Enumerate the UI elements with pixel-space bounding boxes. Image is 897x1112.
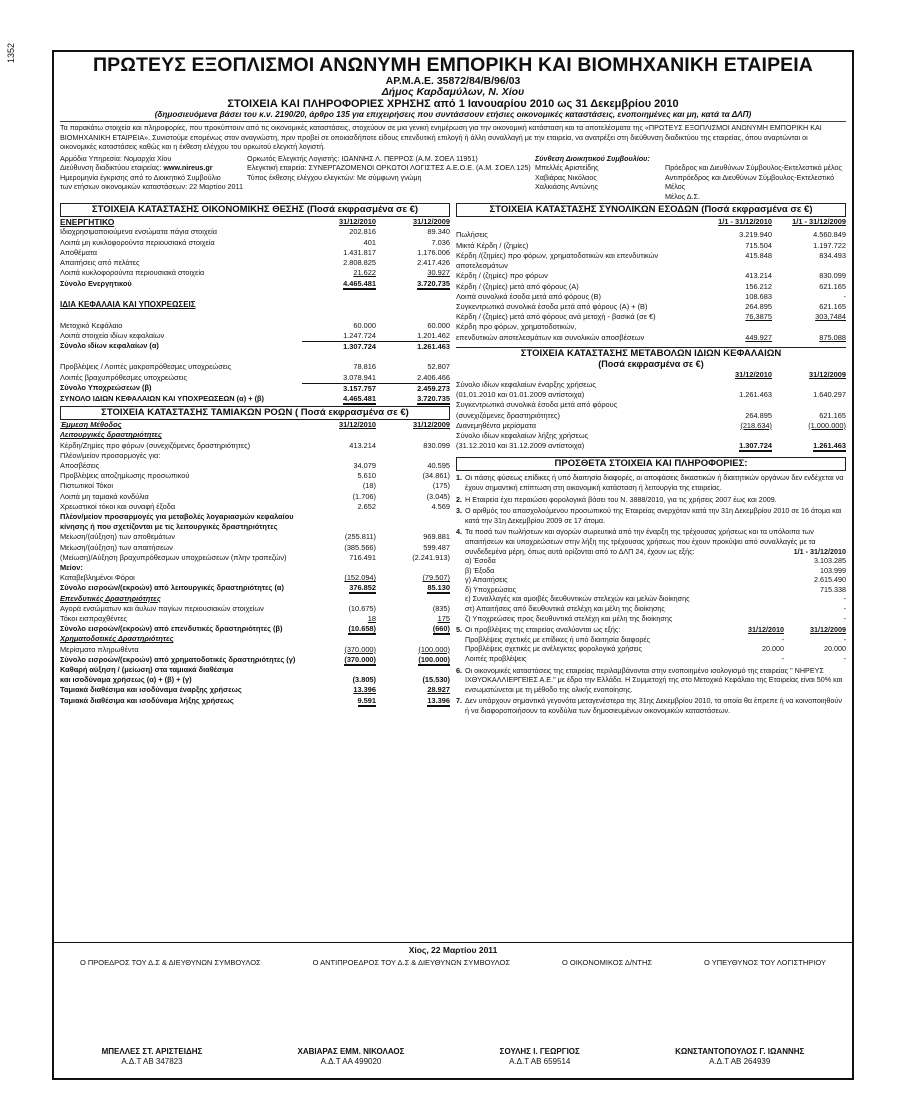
signatory-role: Ο ΥΠΕΥΘΥΝΟΣ ΤΟΥ ΛΟΓΙΣΤΗΡΙΟΥ xyxy=(703,957,826,967)
board-member-name: Χαλκιάσης Αντώνης xyxy=(535,182,599,192)
document-title: ΣΤΟΙΧΕΙΑ ΚΑΙ ΠΛΗΡΟΦΟΡΙΕΣ ΧΡΗΣΗΣ από 1 Ιανουαρίου 2010 ως 31 Δεκεμβρίου 2010 xyxy=(227,98,679,110)
list-item: β) Έξοδα 103.999 xyxy=(465,565,846,575)
table-row: Λοιπά στοιχεία ιδίων κεφαλαίων 1.247.724 1.201.462 xyxy=(60,330,450,340)
left-column xyxy=(60,203,450,715)
note-1: 1. Οι πάσης φύσεως επίδικες ή υπό διαιτησία διαφορές, οι αποφάσεις δικαστικών ή διαιτητικών οργάνων δεν ενδέχεται να έχουν σημαντική επίπτωση στη οικονομική κατάσταση ή λειτουργία της εταιρείας. xyxy=(456,473,844,492)
total-liabilities-row: Σύνολο Υποχρεώσεων (β) 3.157.757 2.459.273 xyxy=(60,382,450,393)
note-6: 6. Οι οικονομικές καταστάσεις της εταιρείας περιλαμβάνονται στην ενοποιημένο ισολογισμό της εταιρείας " ΝΗΡΕΥΣ ΙΧΘΥΟΚΑΛΛΙΕΡΓΕΙΕΣ Α.Ε." με έδρα την Ελλάδα. Η Συμμετοχή της στο Μετοχικό Κεφάλαιο της Εταιρείας είναι 50% και ενσωματώνεται με τη μέθοδο της ολικής ενοποίησης. xyxy=(456,665,843,694)
investing-rows xyxy=(60,604,450,624)
registration-number: ΑΡ.Μ.Α.Ε. 35872/84/Β/96/03 xyxy=(385,75,521,87)
table-row: Μικτά Κέρδη / (ζημίες) 715.504 1.197.722 xyxy=(456,240,846,250)
list-item: ε) Συναλλαγές και αμοιβές διευθυντικών στελεχών και μελών διοίκησης - xyxy=(465,594,846,604)
income-title: ΣΤΟΙΧΕΙΑ ΚΑΤΑΣΤΑΣΗΣ ΣΥΝΟΛΙΚΩΝ ΕΣΟΔΩΝ (Ποσά εκφρασμένα σε €) xyxy=(456,203,846,217)
income-header: 1/1 - 31/12/2010 1/1 - 31/12/2009 xyxy=(718,217,846,227)
note-4: 4. Τα ποσά των πωλήσεων και αγορών σωρευτικά από την έναρξη της τρέχουσας χρήσεως και τα υπόλοιπα των απαιτήσεων και υποχρεώσεων στην λήξη της τρέχουσας χρήσεως που έχουν προκύψει από συναλλαγές με τα συνδεδεμένα μέρη, όπως αυτά ορίζονται από το ΔΛΠ 24, έχουν ως εξής: 1/1 - 31/12/2010 α) Έσοδα 3.103.285 β) Έξοδα 103.999 γ) Απαιτήσεις 2.615.490 δ) Υποχρεώσεις 715.338 ε) Συναλλαγές και αμοιβές διευθυντικών στελεχών και μελών διοίκησης - στ) Απαιτήσεις από διευθυντικά στελέχη και μέλη της διοίκησης - ζ) Υποχρεώσεις προς διευθυντικά στελέχη και μέλη της διοίκησης - xyxy=(456,527,846,623)
equity-changes-header: 31/12/2010 31/12/2009 xyxy=(735,369,846,379)
total-assets-row: Σύνολο Ενεργητικού 4.465.481 3.720.735 xyxy=(60,278,450,288)
balance-header: ΕΝΕΡΓΗΤΙΚΟ 31/12/2010 31/12/2009 xyxy=(60,217,450,228)
list-item: Προβλέψεις σχετικές με επίδικες ή υπό διαιτησία διαφορές - - xyxy=(465,634,846,644)
website-link[interactable]: www.nireus.gr xyxy=(163,163,213,173)
equity-close-row: (31.12.2010 και 31.12.2009 αντίστοιχα) 1.307.724 1.261.463 xyxy=(456,441,846,451)
equity-income-row: (συνεχιζόμενες δραστηριότητες) 264.895 621.165 xyxy=(456,410,846,420)
table-row: Μείωση/(αύξηση) των απαιτήσεων (385.566) 599.487 xyxy=(60,542,450,552)
cashflow-header: Έμμεση Μέθοδος 31/12/2010 31/12/2009 xyxy=(60,420,450,430)
operating-total-row: Σύνολο εισροών/(εκροών) από λειτουργικές δραστηριότητες (α) 376.852 85.130 xyxy=(60,583,450,593)
taxes-paid-row: Καταβεβλημένοι Φόροι (152.094) (79.507) xyxy=(60,573,450,583)
signatory-id: Α.Δ.Τ ΑΒ 264939 xyxy=(709,1057,771,1066)
working-capital-heading-2: κίνησης ή που σχετίζονται με τις λειτουργικές δραστηριότητες xyxy=(60,522,278,532)
equity-open-label: Σύνολο ιδίων κεφαλαίων έναρξης χρήσεως xyxy=(456,379,596,389)
board-member-name: Μπελλές Αριστείδης xyxy=(535,163,599,173)
right-column xyxy=(456,203,846,715)
table-row: Αποσβέσεις 34.079 40.595 xyxy=(60,460,450,470)
list-item: δ) Υποχρεώσεις 715.338 xyxy=(465,584,846,594)
place-date: Χίος, 22 Μαρτίου 2011 xyxy=(54,942,852,956)
board-member-role: Μέλος Δ.Σ. xyxy=(665,191,700,201)
table-row: (Μείωση)/Αύξηση βραχυπρόθεσμων υποχρεώσεων (πλην τραπεζών) 716.491 (2.241.913) xyxy=(60,552,450,562)
list-item: Προβλέψεις σχετικές με ανέλεγκτες φορολογικά χρήσεις 20.000 20.000 xyxy=(465,644,846,654)
cashflow-adjustment-rows xyxy=(60,441,450,512)
equity-dividends-row: Διανεμηθέντα μερίσματα (218.634) (1.000.000) xyxy=(456,420,846,430)
table-row: Ιδιοχρησιμοποιούμενα ενσώματα πάγια στοιχεία 202.816 89.340 xyxy=(60,227,450,237)
audit-firm: Ελεγκτική εταιρεία: ΣΥΝΕΡΓΑΖΟΜΕΝΟΙ ΟΡΚΩΤΟΙ ΛΟΓΙΣΤΕΣ Α.Ε.Ο.Ε. (Α.Μ. ΣΟΕΛ 125) xyxy=(247,163,531,173)
financing-heading: Χρηματοδοτικές Δραστηριότητες xyxy=(60,634,174,644)
assets-rows xyxy=(60,227,450,278)
audit-opinion: Τύπος έκθεσης ελέγχου ελεγκτών: Με σύμφωνη γνώμη xyxy=(247,172,422,182)
table-row: Κέρδη /(ζημίες) προ φόρων, χρηματοδοτικών και επενδυτικών αποτελεσμάτων 415.848 834.493 xyxy=(456,250,846,271)
table-row: Συγκεντρωτικά συνολικά έσοδα μετά από φόρους (Α) + (Β) 264.895 621.165 xyxy=(456,301,846,311)
table-row: Προβλέψεις αποζημίωσης προσωπικού 5.610 (34.861) xyxy=(60,471,450,481)
note-3: 3. Ο αριθμός του απασχολούμενου προσωπικού της Εταιρείας ανερχόταν κατά την 31η Δεκεμβρίου 2010 σε 16 άτομα και κατά την 31η Δεκεμβρίου 2009 σε 17 άτομα. xyxy=(456,506,842,525)
table-row: Πιστωτικοί Τόκοι (18) (175) xyxy=(60,481,450,491)
table-row: Λοιπά συνολικά έσοδα μετά από φόρους (Β) 108.683 - xyxy=(456,291,846,301)
income-rows xyxy=(456,230,846,322)
board-member-role: Πρόεδρος και Διευθύνων Σύμβουλος-Εκτελεστικό μέλος xyxy=(665,163,842,173)
table-row: Κέρδη/Ζημίες προ φόρων (συνεχιζόμενες δραστηριότητες) 413.214 830.099 xyxy=(60,440,450,450)
table-row: Μείωση/(αύξηση) των αποθεμάτων (255.811) 969.881 xyxy=(60,532,450,542)
table-row: Αποθέματα 1.431.817 1.176.006 xyxy=(60,247,450,257)
board-member-name: Χαβιάρας Νικόλαος xyxy=(535,172,597,182)
ebitda-heading: Κέρδη προ φόρων, χρηματοδοτικών, xyxy=(456,322,577,332)
equity-income-label: Συγκεντρωτικά συνολικά έσοδα μετά από φόρους xyxy=(456,400,618,410)
signatory-name: ΜΠΕΛΛΕΣ ΣΤ. ΑΡΙΣΤΕΙΔΗΣ xyxy=(101,1047,203,1056)
list-item: Λοιπές προβλέψεις - - xyxy=(465,654,846,664)
note-2: 2. Η Εταιρεία έχει περαιώσει φορολογικά βάσει του Ν. 3888/2010, για τις χρήσεις 2007 έως και 2009. xyxy=(456,494,777,504)
table-row: Χρεωστικοί τόκοι και συναφή έξοδα 2.652 4.569 xyxy=(60,501,450,511)
note-5: 5. Οι προβλέψεις της εταιρείας αναλύονται ως εξής: 31/12/2010 31/12/2009 Προβλέψεις σχετικές με επίδικες ή υπό διαιτησία διαφορές - - Προβλέψεις σχετικές με ανέλεγκτες φορολογικά χρήσεις 20.000 20.000 Λοιπές προβλέψεις - - xyxy=(456,625,846,664)
signatory-role: Ο ΠΡΟΕΔΡΟΣ ΤΟΥ Δ.Σ & ΔΙΕΥΘΥΝΩΝ ΣΥΜΒΟΥΛΟΣ xyxy=(79,957,261,967)
table-row: Λοιπά κυκλοφορούντα περιουσιακά στοιχεία 21.622 30.927 xyxy=(60,268,450,278)
approval-date-2: των ετήσιων οικονομικών καταστάσεων: 22 Μαρτίου 2011 xyxy=(60,182,244,192)
signatory-id: Α.Δ.Τ ΑΑ 499020 xyxy=(320,1057,382,1066)
ebitda-row: επενδυτικών αποτελεσμάτων και συνολικών αποσβέσεων 449.927 875.088 xyxy=(456,332,846,342)
investing-total-row: Σύνολο εισροών/(εκροών) από επενδυτικές δραστηριότητες (β) (10.658) (660) xyxy=(60,624,450,634)
additional-info-title: ΠΡΟΣΘΕΤΑ ΣΤΟΙΧΕΙΑ ΚΑΙ ΠΛΗΡΟΦΟΡΙΕΣ: xyxy=(456,457,846,471)
table-row: Μετοχικό Κεφάλαιο 60.000 60.000 xyxy=(60,320,450,330)
signature-block xyxy=(54,942,852,967)
liabilities-rows xyxy=(60,362,450,382)
working-capital-rows xyxy=(60,532,450,563)
board-title: Σύνθεση Διοικητικού Συμβουλίου: xyxy=(535,153,650,163)
cashflow-title: ΣΤΟΙΧΕΙΑ ΚΑΤΑΣΤΑΣΗΣ ΤΑΜΙΑΚΩΝ ΡΟΩΝ ( Ποσά εκφρασμένα σε €) xyxy=(60,406,450,420)
equity-changes-subtitle: (Ποσά εκφρασμένα σε €) xyxy=(598,358,704,369)
table-row: Λοιπά μη ταμιακά κονδύλια (1.706) (3.045) xyxy=(60,491,450,501)
equity-open-row: (01.01.2010 και 01.01.2009 αντίστοιχα) 1.261.463 1.640.297 xyxy=(456,390,846,400)
operating-heading: Λειτουργικές δραστηριότητες xyxy=(60,430,162,440)
table-row: Απαιτήσεις από πελάτες 2.808.825 2.417.426 xyxy=(60,258,450,268)
signatory-name: ΣΟΥΛΗΣ Ι. ΓΕΩΡΓΙΟΣ xyxy=(499,1047,580,1056)
equity-close-label: Σύνολο ιδίων κεφαλαίων λήξης χρήσεως xyxy=(456,430,589,440)
document-subtitle: (δημοσιευόμενα βάσει του κ.ν. 2190/20, άρθρο 135 για επιχειρήσεις που συντάσσουν ετήσιες οικονομικές καταστάσεις, ενοποιημένες και μη, κατά τα ΔΛΠ) xyxy=(154,110,752,119)
financing-total-row: Σύνολο εισροών/(εκροών) από χρηματοδοτικές δραστηριότητες (γ) (370.000) (100.000) xyxy=(60,654,450,664)
signatory-id: Α.Δ.Τ ΑΒ 659514 xyxy=(509,1057,571,1066)
related-party-rows xyxy=(465,556,846,623)
cash-begin-row: Ταμιακά διαθέσιμα και ισοδύναμα έναρξης χρήσεως 13.396 28.927 xyxy=(60,685,450,695)
signatory-role: Ο ΑΝΤΙΠΡΟΕΔΡΟΣ ΤΟΥ Δ.Σ & ΔΙΕΥΘΥΝΩΝ ΣΥΜΒΟΥΛΟΣ xyxy=(312,957,511,967)
table-row: Πωλήσεις 3.219.940 4.560.849 xyxy=(456,230,846,240)
additional-notes xyxy=(456,473,846,715)
page-number: 1352 xyxy=(6,42,16,63)
signatory-names xyxy=(54,1047,852,1067)
balance-sheet-title: ΣΤΟΙΧΕΙΑ ΚΑΤΑΣΤΑΣΗΣ ΟΙΚΟΝΟΜΙΚΗΣ ΘΕΣΗΣ (Ποσά εκφρασμένα σε €) xyxy=(60,203,450,217)
grand-total-row: ΣΥΝΟΛΟ ΙΔΙΩΝ ΚΕΦΑΛΑΙΩΝ ΚΑΙ ΥΠΟΧΡΕΩΣΕΩΝ (α) + (β) 4.465.481 3.720.735 xyxy=(60,393,450,403)
table-row: Λοιπά μη κυκλοφορούντα περιουσιακά στοιχεία 401 7.036 xyxy=(60,237,450,247)
cash-end-row: Ταμιακά διαθέσιμα και ισοδύναμα λήξης χρήσεως 9.591 13.396 xyxy=(60,695,450,705)
signatory-role: Ο ΟΙΚΟΝΟΜΙΚΟΣ Δ/ΝΤΗΣ xyxy=(561,957,653,967)
list-item: α) Έσοδα 3.103.285 xyxy=(465,556,846,566)
table-row: Κέρδη / (ζημίες) μετά από φόρους (Α) 156.212 621.165 xyxy=(456,281,846,291)
net-change-heading: Καθαρή αύξηση / (μείωση) στα ταμιακά διαθέσιμα xyxy=(60,665,234,674)
table-row: Λοιπές βραχυπρόθεσμες υποχρεώσεις 3.078.941 2.406.466 xyxy=(60,372,450,382)
list-item: στ) Απαιτήσεις από διευθυντικά στελέχη και μέλη της διοίκησης - xyxy=(465,604,846,614)
equity-changes-title: ΣΤΟΙΧΕΙΑ ΚΑΤΑΣΤΑΣΗΣ ΜΕΤΑΒΟΛΩΝ ΙΔΙΩΝ ΚΕΦΑΛΑΙΩΝ xyxy=(456,347,846,359)
approval-date: Ημερομηνία έγκρισης από το Διοικητικό Συμβούλιο xyxy=(60,172,221,182)
working-capital-heading: Πλέον/μείον προσαρμογές για μεταβολές λογαριασμών κεφαλαίου xyxy=(60,511,294,521)
table-row: Τόκοι εισπραχθέντες 18 175 xyxy=(60,613,450,623)
company-info xyxy=(60,154,846,202)
signatory-id: Α.Δ.Τ ΑΒ 347823 xyxy=(121,1057,183,1066)
intro-paragraph: Τα παρακάτω στοιχεία και πληροφορίες, που προκύπτουν από τις οικονομικές καταστάσεις, στοχεύουν σε μια γενική ενημέρωση για την οικονομική κατάσταση και τα αποτελέσματα της «ΠΡΩΤΕΥΣ ΕΞΟΠΛΙΣΜΟΙ ΑΝΩΝΥΜΗ ΕΜΠΟΡΙΚΗ ΚΑΙ ΒΙΟΜΗΧΑΝΙΚΗ ΕΤΑΙΡΕΙΑ». Συνιστούμε επομένως στον αναγνώστη, πριν προβεί σε οποιασδήποτε είδους επενδυτική επιλογή ή άλλη συναλλαγή με την εταιρεία, να ανατρέξει στη διεύθυνση διαδικτύου της εταιρείας, όπου αναρτώνται οι οικονομικές καταστάσεις καθώς και η έκθεση ελέγχου του ορκωτού ελεγκτή λογιστή. xyxy=(60,121,846,152)
minus-label: Μείον: xyxy=(60,562,83,572)
note-7: 7. Δεν υπάρχουν σημαντικά γεγονότα μεταγενέστερα της 31ης Δεκεμβρίου 2010, τα οποία θα έπρεπε ή να κοινοποιηθούν ή να διαφοροποιήσουν τα κονδύλια των δημοσιευμένων οικονομικών καταστάσεων. xyxy=(456,696,842,715)
equity-rows xyxy=(60,321,450,341)
provisions-rows xyxy=(465,635,846,664)
table-row: Κέρδη / (ζημίες) μετά από φόρους ανά μετοχή - βασικά (σε €) 76,3875 303,7484 xyxy=(456,312,846,322)
investing-heading: Επενδυτικές Δραστηριότητες xyxy=(60,593,161,603)
board-member-role: Αντιπρόεδρος και Διευθύνων Σύμβουλος-Εκτελεστικό Μέλος xyxy=(665,172,835,192)
financial-statement xyxy=(52,50,854,1080)
list-item: ζ) Υποχρεώσεις προς διευθυντικά στελέχη και μέλη της διοίκησης - xyxy=(465,613,846,623)
table-row: Πλέον/μείον προσαρμογές για: xyxy=(60,450,161,460)
total-equity-row: Σύνολο ιδίων κεφαλαίων (α) 1.307.724 1.261.463 xyxy=(60,341,450,352)
signatory-name: ΧΑΒΙΑΡΑΣ ΕΜΜ. ΝΙΚΟΛΑΟΣ xyxy=(297,1047,405,1056)
net-change-row: και ισοδύναμα χρήσεως (α) + (β) + (γ) (3.805) (15.530) xyxy=(60,675,450,685)
company-address: Δήμος Καρδαμύλων, Ν. Χίου xyxy=(381,86,525,98)
authority: Αρμόδια Υπηρεσία: Νομαρχία Χίου xyxy=(60,153,172,163)
equity-liabilities-heading: ΙΔΙΑ ΚΕΦΑΛΑΙΑ ΚΑΙ ΥΠΟΧΡΕΩΣΕΙΣ xyxy=(60,299,196,309)
signatory-name: ΚΩΝΣΤΑΝΤΟΠΟΥΛΟΣ Γ. ΙΩΑΝΝΗΣ xyxy=(675,1047,805,1056)
list-item: γ) Απαιτήσεις 2.615.490 xyxy=(465,575,846,585)
table-row: Αγορά ενσώματων και άυλων παγίων περιουσιακών στοιχείων (10.675) (835) xyxy=(60,603,450,613)
table-row: Προβλέψεις / Λοιπές μακροπρόθεσμες υποχρεώσεις 78.816 52.807 xyxy=(60,362,450,372)
dividends-paid-row: Μερίσματα πληρωθέντα (370.000) (100.000) xyxy=(60,644,450,654)
auditor: Ορκωτός Ελεγκτής Λογιστής: ΙΩΑΝΝΗΣ Λ. ΠΕΡΡΟΣ (Α.Μ. ΣΟΕΛ 11951) xyxy=(247,153,478,163)
table-row: Κέρδη / (ζημίες) προ φόρων 413.214 830.099 xyxy=(456,271,846,281)
website-line: Διεύθυνση διαδικτύου εταιρείας: www.nireus.gr xyxy=(60,163,213,173)
company-name: ΠΡΩΤΕΥΣ ΕΞΟΠΛΙΣΜΟΙ ΑΝΩΝΥΜΗ ΕΜΠΟΡΙΚΗ ΚΑΙ ΒΙΟΜΗΧΑΝΙΚΗ ΕΤΑΙΡΕΙΑ xyxy=(92,54,813,76)
